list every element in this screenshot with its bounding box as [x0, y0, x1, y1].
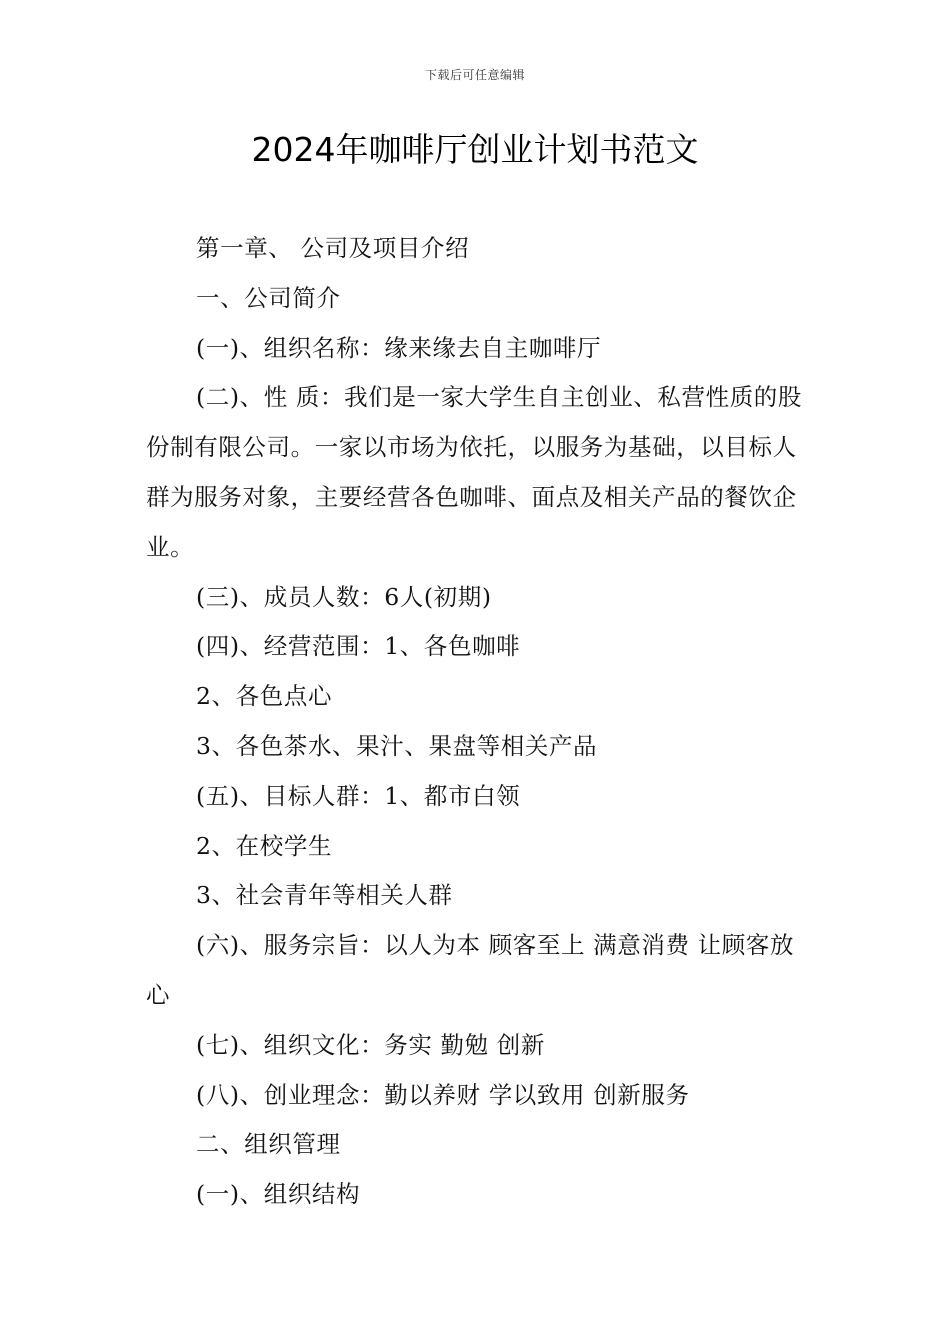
- paragraph: (七)、组织文化：务实 勤勉 创新: [196, 1030, 545, 1059]
- paragraph: (五)、目标人群：1、都市白领: [196, 781, 521, 810]
- paragraph: (一)、组织名称：缘来缘去自主咖啡厅: [196, 333, 602, 362]
- document-title: 2024年咖啡厅创业计划书范文: [251, 130, 699, 169]
- paragraph: 2、在校学生: [196, 831, 333, 860]
- paragraph: (二)、性 质：我们是一家大学生自主创业、私营性质的股份制有限公司。一家以市场为依托，以服务为基础，以目标人群为服务对象，主要经营各色咖啡、面点及相关产品的餐饮企业。: [146, 383, 803, 561]
- paragraph: (四)、经营范围：1、各色咖啡: [196, 632, 521, 661]
- paragraph: (三)、成员人数：6人(初期): [196, 582, 492, 611]
- chapter-heading: 第一章、 公司及项目介绍: [196, 234, 470, 262]
- paragraph: 3、社会青年等相关人群: [196, 881, 453, 910]
- section-heading: 二、组织管理: [196, 1130, 341, 1159]
- paragraph: (一)、组织结构: [196, 1180, 361, 1209]
- paragraph: (八)、创业理念：勤以养财 学以致用 创新服务: [196, 1080, 690, 1109]
- header-note: 下载后可任意编辑: [424, 68, 525, 82]
- paragraph: 2、各色点心: [196, 682, 333, 711]
- section-heading: 一、公司简介: [196, 283, 341, 312]
- paragraph: (六)、服务宗旨：以人为本 顾客至上 满意消费 让顾客放心: [146, 931, 795, 1009]
- paragraph: 3、各色茶水、果汁、果盘等相关产品: [196, 731, 598, 760]
- document-body: [146, 224, 811, 1220]
